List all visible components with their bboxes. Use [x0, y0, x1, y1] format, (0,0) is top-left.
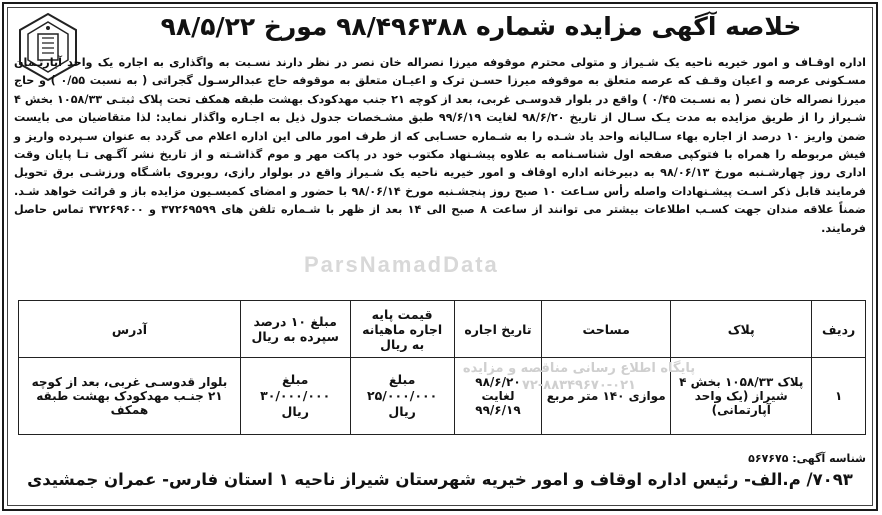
cell-price: مبلغ ۲۵/۰۰۰/۰۰۰ ریال	[350, 358, 454, 435]
header-area: مساحت	[542, 301, 671, 358]
notice-body: اداره اوقـاف و امور خیریه ناحیه یک شـیراز و متولی محترم موقوفه میرزا نصراله خان نصر در نظر دارند نسـبت به واگذاری به اجاره یک واحد آپارتـمان مسـکونی عرصه و اعیان وقـف که عرصه متعلق به موقوفه میرزا حسـن ترک و اعیـان متعلق به موقوفه حاج عبدالرسـول گجراتی ( به نسبت ۰/۵۵ ) و حاج میرزا نصراله خان نصر ( به نسـبت ۰/۴۵ ) واقع در بلوار قدوسـی غربی، بعد از کوچه ۲۱ جنب مهدکودک بهشت طبقه همکف تحت پلاک ثبتـی ۱۰۵۸/۳۳ بخش ۴ شـیراز را از طریق مزایده به مدت یـک سـال از تاریخ ۹۸/۶/۲۰ لغایت ۹۹/۶/۱۹ طبق مشـخصات جدول ذیل به اجـاره واگذار نماید: لذا متقاضیان می بایست ضمن واریز ۱۰ درصد از اجاره بهاء سـالیانه واحد یاد شـده را به شـماره حسـابی که از طرف امور مالی این اداره اعلام می گردد به عنوان سـپرده واریز و فیش مربوطه را همراه با فتوکپی صفحه اول شناسـنامه به علاوه پیشـنهاد مکتوب خود در پاکت مهر و موم گذاشـته و از تاریخ نشر آگـهی تـا پایان وقت اداری روز چهارشـنبه مورخ ۹۸/۰۶/۱۳ به دبیرخانه اداره اوقاف و امور خیریه ناحیه یک شـیراز واقع در بولوار رازی، روبروی باشـگاه ورزشـی برق تحویل فرمایند قابل ذکر اسـت پیشـنهادات واصله رأس سـاعت ۱۰ صبح روز پنجشـنبه مورخ ۹۸/۰۶/۱۴ با حضور و امضای کمیسـیون مزایده باز و قرائت خواهد شـد. ضمناً علاقه مندان جهت کسـب اطلاعات بیشتر می توانند از ساعت ۸ صبح الی ۱۴ بعد از ظهر با شـماره تلفن های ۳۷۲۶۹۵۹۹ و ۳۷۲۶۹۶۰۰ تماس حاصل فرمایند.	[14, 56, 867, 235]
cell-pelak: پلاک ۱۰۵۸/۳۳ بخش ۴ شیراز (یک واحد آپارتمانی)	[671, 358, 812, 435]
notice-frame	[2, 2, 878, 511]
cell-deposit: مبلغ ۳۰/۰۰۰/۰۰۰ ریال	[240, 358, 350, 435]
header-date: تاریخ اجاره	[454, 301, 541, 358]
notice-footer: ۷۰۹۳/ م.الف- رئیس اداره اوقاف و امور خیریه شهرستان شیراز ناحیه ۱ استان فارس- عمران جمشیدی	[27, 470, 853, 489]
cell-radif: ۱	[812, 358, 866, 435]
cell-date: ۹۸/۶/۲۰ لغایت ۹۹/۶/۱۹	[454, 358, 541, 435]
notice-headline: خلاصه آگهی مزایده شماره ۹۸/۴۹۶۳۸۸ مورخ ۹۸/۵/۲۲	[160, 12, 802, 41]
table-header-row	[19, 301, 866, 358]
cell-area: موازی ۱۴۰ متر مربع	[542, 358, 671, 435]
header-radif: ردیف	[812, 301, 866, 358]
notice-code: شناسه آگهی: ۵۶۷۶۷۵	[748, 452, 866, 465]
header-address: آدرس	[19, 301, 241, 358]
header-deposit: مبلغ ۱۰ درصد سپرده به ریال	[240, 301, 350, 358]
cell-address: بلوار قدوسـی غربی، بعد از کوچه ۲۱ جنـب مهدکودک بهشت طبقه همکف	[19, 358, 241, 435]
watermark-text: ParsNamadData	[304, 252, 499, 277]
header-pelak: پلاک	[671, 301, 812, 358]
overlay-watermark: پایگاه اطلاع رسانی مناقصه و مزایده ۰۲۱-۸۸۳۴۹۶۷۰-۷۲	[462, 361, 696, 393]
auction-table	[18, 300, 866, 435]
header-price: قیمت پایه اجاره ماهیانه به ریال	[350, 301, 454, 358]
table-row	[19, 358, 866, 435]
